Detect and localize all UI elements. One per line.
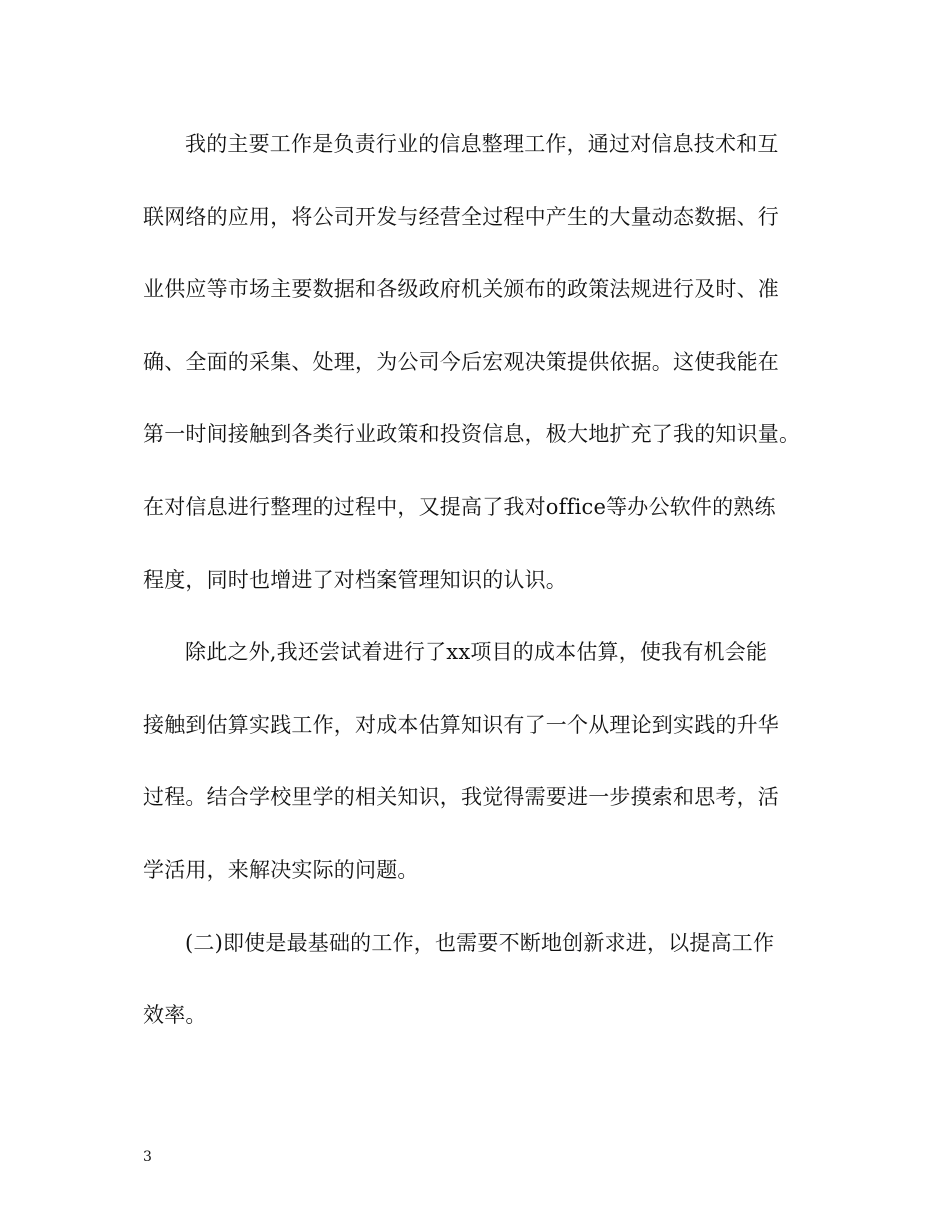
page-number: 3 — [143, 1149, 152, 1165]
text-line-12: (二)即使是最基础的工作，也需要不断地创新求进，以提高工作 — [185, 930, 775, 955]
text-line-1: 我的主要工作是负责行业的信息整理工作，通过对信息技术和互 — [185, 132, 779, 156]
text-line-13: 效率。 — [143, 1003, 207, 1028]
text-line-4: 确、全面的采集、处理，为公司今后宏观决策提供依据。这使我能在 — [143, 349, 779, 374]
text-line-7: 程度，同时也增进了对档案管理知识的认识。 — [143, 567, 567, 592]
text-line-10: 过程。结合学校里学的相关知识，我觉得需要进一步摸索和思考，活 — [143, 785, 779, 810]
text-line-6: 在对信息进行整理的过程中，又提高了我对office等办公软件的熟练 — [143, 494, 776, 519]
text-line-5: 第一时间接触到各类行业政策和投资信息，极大地扩充了我的知识量。 — [143, 422, 801, 447]
text-line-3: 业供应等市场主要数据和各级政府机关颁布的政策法规进行及时、准 — [143, 277, 779, 302]
text-line-9: 接触到估算实践工作，对成本估算知识有了一个从理论到实践的升华 — [143, 712, 779, 737]
body-text — [143, 122, 808, 1066]
text-line-8: 除此之外,我还尝试着进行了xx项目的成本估算，使我有机会能 — [185, 640, 768, 665]
text-line-2: 联网络的应用，将公司开发与经营全过程中产生的大量动态数据、行 — [143, 204, 779, 229]
text-line-11: 学活用，来解决实际的问题。 — [143, 857, 419, 882]
